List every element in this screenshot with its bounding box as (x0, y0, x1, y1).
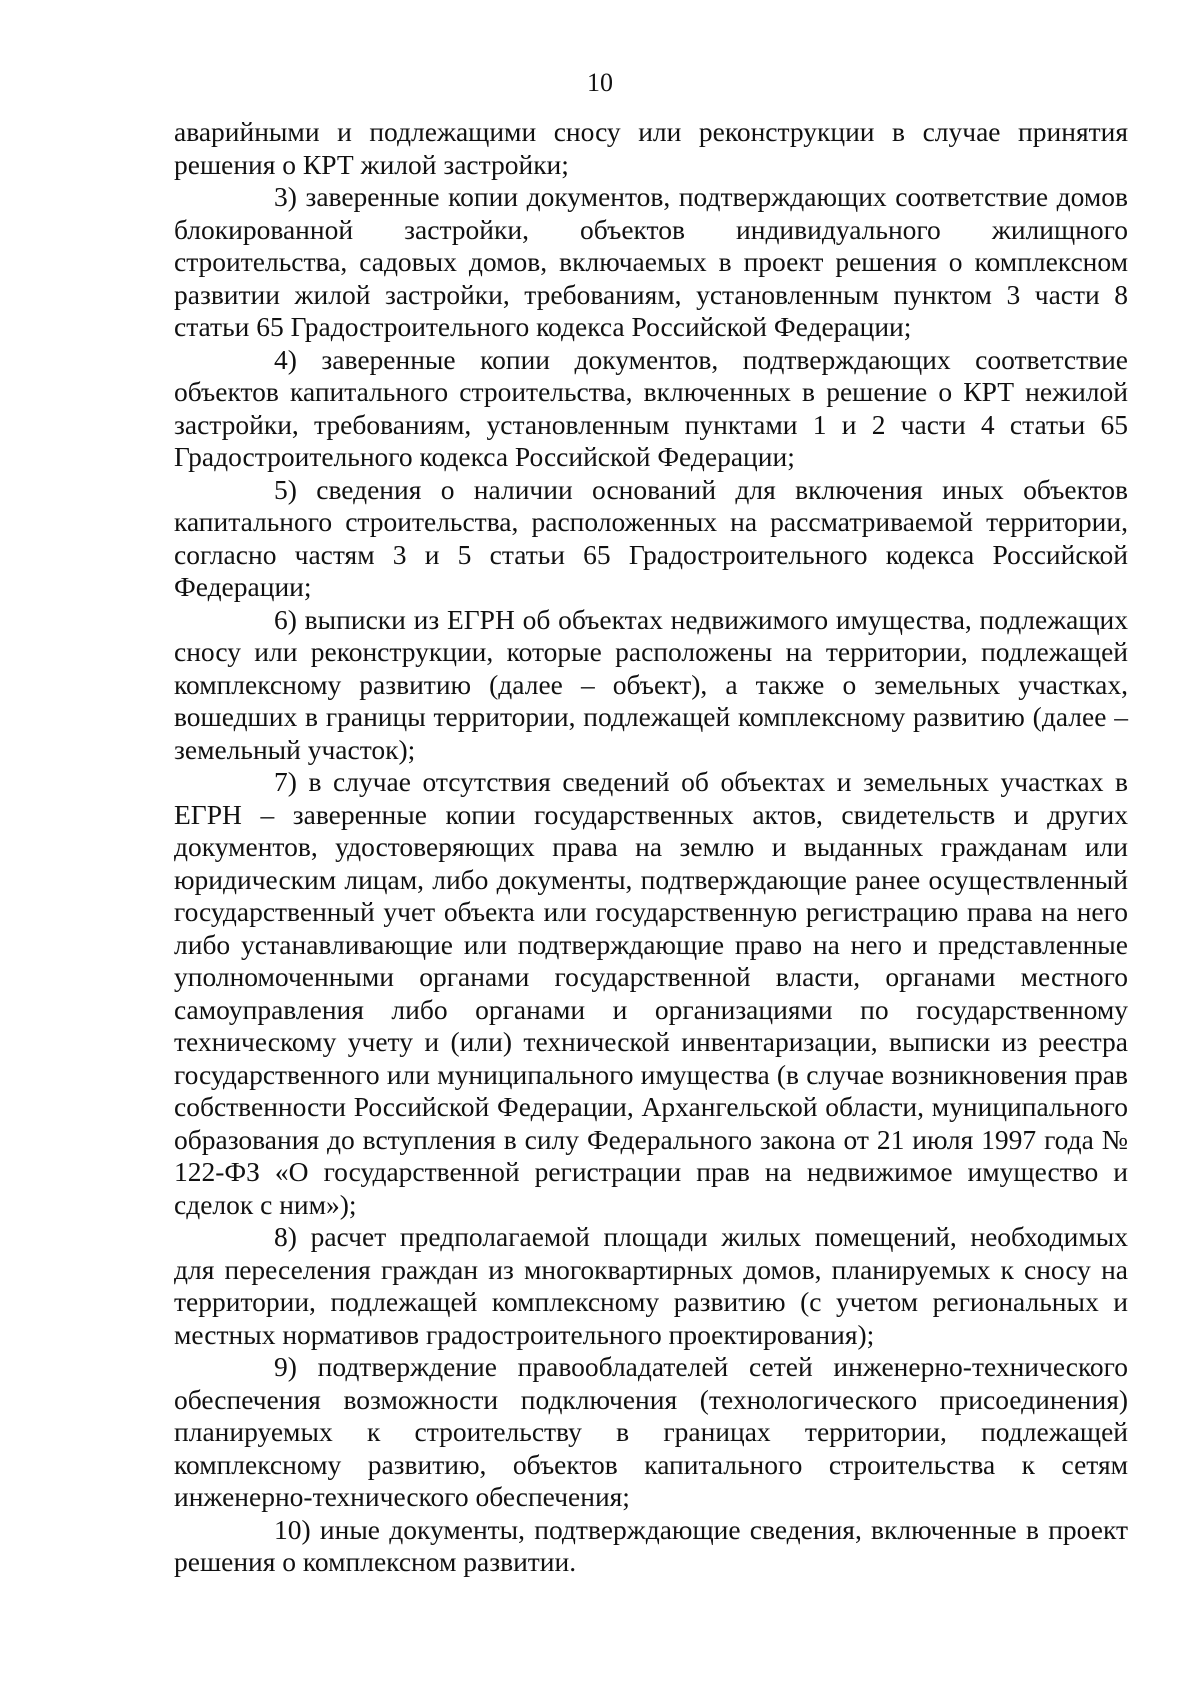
paragraph-continuation: аварийными и подлежащими сносу или реконструкции в случае принятия решения о КРТ жилой застройки; (174, 116, 1128, 180)
list-item-10: 10) иные документы, подтверждающие сведения, включенные в проект решения о комплексном развитии. (174, 1513, 1128, 1577)
list-item-7: 7) в случае отсутствия сведений об объектах и земельных участках в ЕГРН – заверенные копии государственных актов, свидетельств и других документов, удостоверяющих права на землю и выданных гражданам или юридическим лицам, либо документы, подтверждающие ранее осуществленный государственный учет объекта или государственную регистрацию права на него либо устанавливающие или подтверждающие право на него и представленные уполномоченными органами государственной власти, органами местного самоуправления либо органами и организациями по государственному техническому учету и (или) технической инвентаризации, выписки из реестра государственного или муниципального имущества (в случае возникновения прав собственности Российской Федерации, Архангельской области, муниципального образования до вступления в силу Федерального закона от 21 июля 1997 года № 122-ФЗ «О государственной регистрации прав на недвижимое имущество и сделок с ним»); (174, 766, 1128, 1220)
page-number: 10 (587, 68, 613, 97)
list-item-5: 5) сведения о наличии оснований для включения иных объектов капитального строительства, расположенных на рассматриваемой территории, согласно частям 3 и 5 статьи 65 Градостроительного кодекса Российской Федерации; (174, 473, 1128, 602)
list-item-4: 4) заверенные копии документов, подтверждающих соответствие объектов капитального строительства, включенных в решение о КРТ нежилой застройки, требованиям, установленным пунктами 1 и 2 части 4 статьи 65 Градостроительного кодекса Российской Федерации; (174, 343, 1128, 472)
list-item-6: 6) выписки из ЕГРН об объектах недвижимого имущества, подлежащих сносу или реконструкции, которые расположены на территории, подлежащей комплексному развитию (далее – объект), а также о земельных участках, вошедших в границы территории, подлежащей комплексному развитию (далее – земельный участок); (174, 603, 1128, 765)
document-body (174, 116, 1128, 1579)
list-item-9: 9) подтверждение правообладателей сетей инженерно-технического обеспечения возможности подключения (технологического присоединения) планируемых к строительству в границах территории, подлежащей комплексному развитию, объектов капитального строительства к сетям инженерно-технического обеспечения; (174, 1351, 1128, 1512)
list-item-3: 3) заверенные копии документов, подтверждающих соответствие домов блокированной застройки, объектов индивидуального жилищного строительства, садовых домов, включаемых в проект решения о комплексном развитии жилой застройки, требованиям, установленным пунктом 3 части 8 статьи 65 Градостроительного кодекса Российской Федерации; (174, 181, 1128, 342)
list-item-8: 8) расчет предполагаемой площади жилых помещений, необходимых для переселения граждан из многоквартирных домов, планируемых к сносу на территории, подлежащей комплексному развитию (с учетом региональных и местных нормативов градостроительного проектирования); (174, 1221, 1128, 1350)
